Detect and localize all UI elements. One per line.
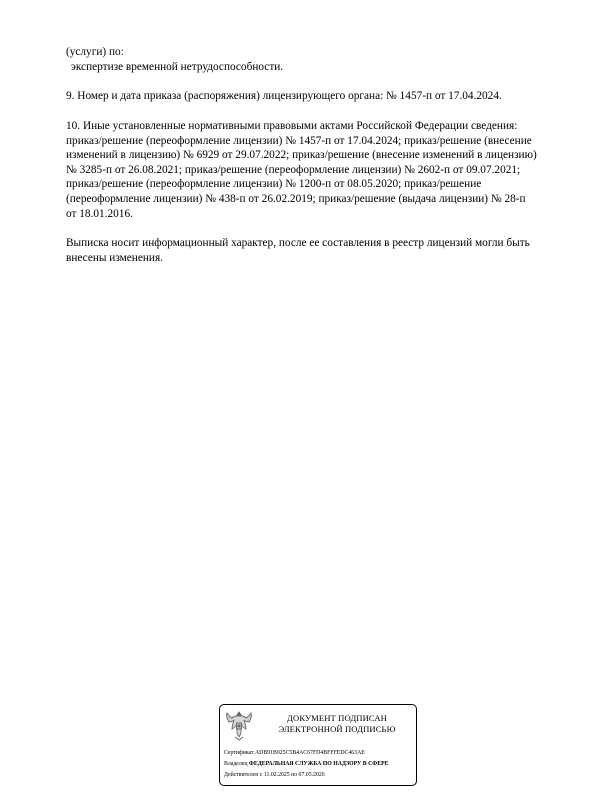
electronic-signature-stamp <box>219 704 417 786</box>
expertise-line: экспертизе временной нетрудоспособности. <box>71 61 284 73</box>
other-info-paragraph <box>66 119 537 221</box>
coat-of-arms-icon <box>224 709 254 741</box>
other-info-line: (переоформление лицензии) № 438-п от 26.02.2019; приказ/решение (выдача лицензии) № 28-п <box>66 192 526 205</box>
other-info-line: 10. Иные установленные нормативными правовыми актами Российской Федерации сведения: <box>66 120 518 132</box>
disclaimer-line: внесены изменения. <box>66 251 163 264</box>
other-info-line: № 3285-п от 26.08.2021; приказ/решение (переоформление лицензии) № 2602-п от 09.07.2021; <box>66 163 521 176</box>
certificate-label: Сертификат <box>224 750 254 756</box>
disclaimer-line: Выписка носит информационный характер, после ее составления в реестр лицензий могли быть <box>66 237 530 249</box>
order-number-paragraph: 9. Номер и дата приказа (распоряжения) лицензирующего органа: № 1457-п от 17.04.2024. <box>66 90 502 102</box>
other-info-line: изменений в лицензию) № 6929 от 29.07.2022; приказ/решение (внесение изменений в лицензию) <box>66 149 537 162</box>
certificate-line <box>224 750 365 757</box>
other-info-line: приказ/решение (переоформление лицензии) № 1457-п от 17.04.2024; приказ/решение (внесение <box>66 134 532 147</box>
services-line: (услуги) по: <box>66 46 124 58</box>
validity-line: Действителен с 11.02.2025 по 07.05.2026 <box>224 772 325 778</box>
owner-line <box>224 761 389 768</box>
certificate-value: ADB91B925C5B4AC67FD4BFFFEDC463AE <box>254 750 365 756</box>
stamp-title-line: ЭЛЕКТРОННОЙ ПОДПИСЬЮ <box>278 723 396 734</box>
stamp-title <box>262 713 412 734</box>
stamp-title-line: ДОКУМЕНТ ПОДПИСАН <box>287 713 387 723</box>
owner-label: Владелец <box>224 761 248 767</box>
owner-value: ФЕДЕРАЛЬНАЯ СЛУЖБА ПО НАДЗОРУ В СФЕРЕ <box>248 761 389 767</box>
other-info-line: приказ/решение (переоформление лицензии) № 1200-п от 08.05.2020; приказ/решение <box>66 178 482 191</box>
disclaimer-paragraph <box>66 236 530 265</box>
other-info-line: от 18.01.2016. <box>66 207 133 220</box>
